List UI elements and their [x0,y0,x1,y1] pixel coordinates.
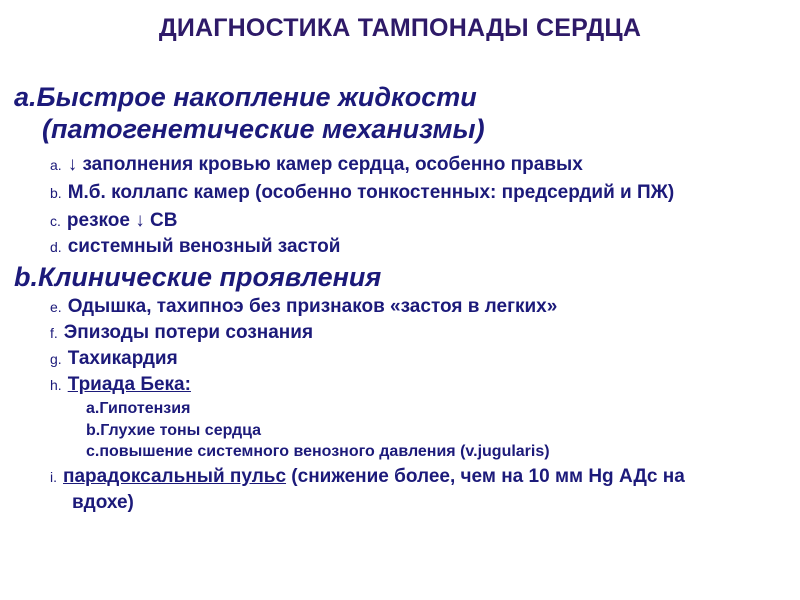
list-marker: f. [50,325,58,341]
list-marker: a. [50,157,62,173]
list-item [50,322,313,344]
list-item-text: М.б. коллапс камер (особенно тонкостенных: предсердий и ПЖ) [67,182,675,203]
section-a-heading-line2: (патогенетические механизмы) [42,114,485,144]
list-marker: i. [50,469,57,485]
list-item-text: (снижение более, чем на 10 мм Hg АДс на [286,466,685,487]
beck-triad-item: b.Глухие тоны сердца [86,422,262,439]
list-marker: h. [50,377,62,393]
page-title: ДИАГНОСТИКА ТАМПОНАДЫ СЕРДЦА [158,14,642,42]
beck-triad-item: c.повышение системного венозного давления (v.jugularis) [86,443,550,460]
list-marker: b. [50,185,62,201]
list-item-text: Одышка, тахипноэ без признаков «застоя в легких» [67,296,558,317]
list-item-text: ↓ заполнения кровью камер сердца, особенно правых [67,154,583,175]
list-item [50,466,685,488]
list-item [50,210,177,232]
list-item-text: системный венозный застой [67,236,341,257]
beck-triad-item: a.Гипотензия [86,400,191,417]
list-item [50,348,178,370]
list-item [50,182,674,204]
list-item-text: Тахикардия [67,348,178,369]
section-a-heading-line1: a.Быстрое накопление жидкости [14,82,477,112]
list-item-text: Триада Бека: [67,374,191,395]
list-item-text-underlined: парадоксальный пульс [63,466,287,487]
list-item-text: резкое ↓ СВ [66,210,178,231]
list-item [50,296,557,318]
list-item [50,374,191,396]
list-marker: d. [50,239,62,255]
list-item-continuation: вдохе) [72,492,134,513]
list-item [50,154,583,176]
section-b-heading: b.Клинические проявления [14,262,382,292]
list-marker: g. [50,351,62,367]
list-item-text: Эпизоды потери сознания [63,322,314,343]
list-item [50,236,340,258]
list-marker: c. [50,213,61,229]
list-marker: e. [50,299,62,315]
